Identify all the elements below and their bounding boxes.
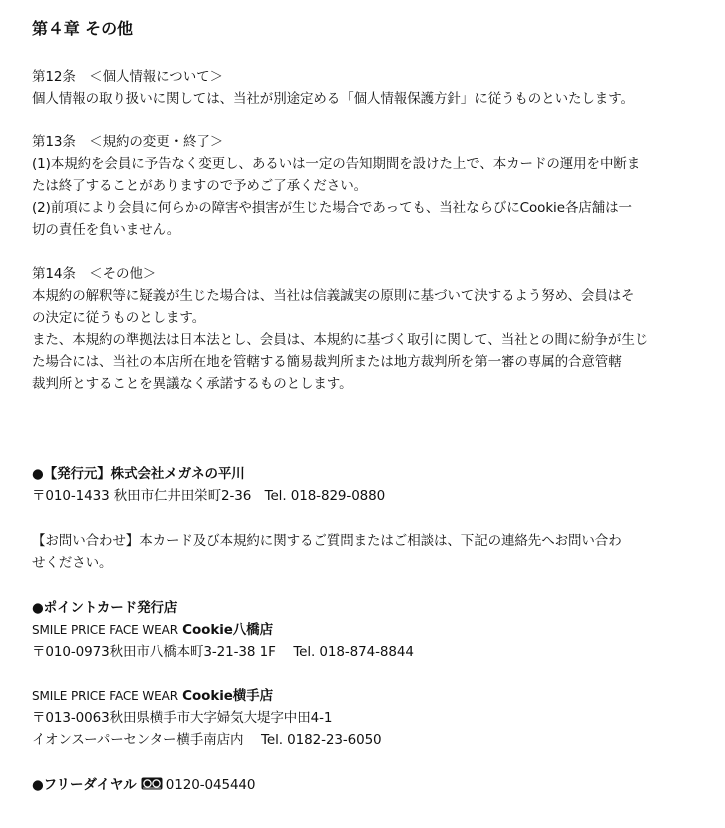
inquiry-text: 【お問い合わせ】本カード及び本規約に関するご質問またはご相談は、下記の連絡先へお問い合わ [32,533,622,549]
article-14-text: の決定に従うものとします。 [32,310,206,326]
article-12-heading: 第12条 ＜個人情報について＞ [32,69,223,85]
article-12-text: 個人情報の取り扱いに関しては、当社が別途定める「個人情報保護方針」に従うものといたします。 [32,91,634,107]
article-13-text: (2)前項により会員に何らかの障害や損害が生じた場合であっても、当社ならびにCookie各店舗は一 [32,200,632,216]
article-13-text: たは終了することがありますので予めご了承ください。 [32,178,367,194]
store-2-name: Cookie横手店 [182,688,273,704]
store-2-location: イオンスーパーセンター横手南店内 Tel. 0182-23-6050 [32,732,382,748]
article-14-text: た場合には、当社の本店所在地を管轄する簡易裁判所または地方裁判所を第一審の専属的合意管轄 [32,354,622,370]
store-1-brand: SMILE PRICE FACE WEAR [32,623,178,637]
store-1-address: 〒010-0973秋田市八橋本町3-21-38 1F Tel. 018-874-8844 [32,644,414,660]
publisher-address: 〒010-1433 秋田市仁井田栄町2-36 Tel. 018-829-0880 [32,488,386,504]
chapter-title: 第４章 その他 [32,19,133,38]
freedial-line [32,774,705,796]
store-2-brand: SMILE PRICE FACE WEAR [32,689,178,703]
article-14-text: 本規約の解釈等に疑義が生じた場合は、当社は信義誠実の原則に基づいて決するよう努め、会員はそ [32,288,635,304]
store-1-title [32,619,705,641]
article-13-text: (1)本規約を会員に予告なく変更し、あるいは一定の告知期間を設けた上で、本カードの運用を中断ま [32,156,641,172]
freedial-number: 0120-045440 [165,777,256,793]
article-13-text: 切の責任を負いません。 [32,222,181,238]
inquiry-text: せください。 [32,555,113,571]
article-14-heading: 第14条 ＜その他＞ [32,266,157,282]
card-issuer-heading: ●ポイントカード発行店 [32,600,178,616]
store-2-address: 〒013-0063秋田県横手市大字婦気大堤字中田4-1 [32,710,333,726]
article-14-text: 裁判所とすることを異議なく承諾するものとします。 [32,376,353,392]
freedial-icon [141,777,163,790]
store-1-name: Cookie八橋店 [182,622,273,638]
store-2-title [32,685,705,707]
article-13-heading: 第13条 ＜規約の変更・終了＞ [32,134,224,150]
publisher-heading: ●【発行元】株式会社メガネの平川 [32,466,245,482]
article-14-text: また、本規約の準拠法は日本法とし、会員は、本規約に基づく取引に関して、当社との間に紛争が生じ [32,332,649,348]
freedial-label: ●フリーダイヤル [32,777,137,793]
